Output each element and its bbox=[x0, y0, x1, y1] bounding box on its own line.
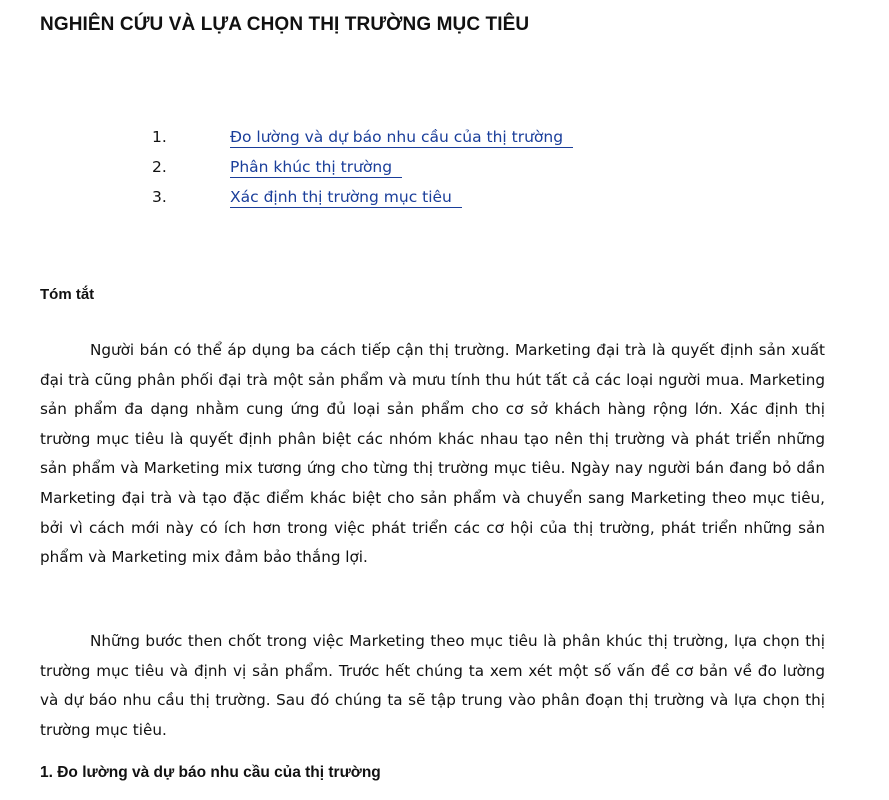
document-title: NGHIÊN CỨU VÀ LỰA CHỌN THỊ TRƯỜNG MỤC TIÊU bbox=[40, 14, 530, 35]
toc-item bbox=[152, 126, 573, 156]
toc-item bbox=[152, 156, 573, 186]
toc-link-market-segmentation[interactable]: Phân khúc thị trường bbox=[230, 156, 402, 178]
toc-link-target-market[interactable]: Xác định thị trường mục tiêu bbox=[230, 186, 462, 208]
toc-item-number: 3. bbox=[152, 188, 167, 206]
summary-paragraph-2: Những bước then chốt trong việc Marketing theo mục tiêu là phân khúc thị trường, lựa chọn thị trường mục tiêu và định vị sản phẩm. Trước hết chúng ta xem xét một số vấn đề cơ bản về đo lường và dự báo nhu cầu thị trường. Sau đó chúng ta sẽ tập trung vào phân đoạn thị trường và lựa chọn thị trường mục tiêu. bbox=[40, 632, 825, 739]
toc-item-number: 2. bbox=[152, 158, 167, 176]
summary-paragraph-1: Người bán có thể áp dụng ba cách tiếp cận thị trường. Marketing đại trà là quyết định sản xuất đại trà cũng phân phối đại trà một sản phẩm và mưu tính thu hút tất cả các loại người mua. Marketing sản phẩm đa dạng nhằm cung ứng đủ loại sản phẩm cho cơ sở khách hàng rộng lớn. Xác định thị trường mục tiêu là quyết định phân biệt các nhóm khác nhau tạo nên thị trường và phát triển những sản phẩm và Marketing mix tương ứng cho từng thị trường mục tiêu. Ngày nay người bán đang bỏ dần Marketing đại trà và tạo đặc điểm khác biệt cho sản phẩm và chuyển sang Marketing theo mục tiêu, bởi vì cách mới này có ích hơn trong việc phát triển các cơ hội của thị trường, phát triển những sản phẩm và Marketing mix đảm bảo thắng lợi. bbox=[40, 341, 825, 567]
table-of-contents bbox=[152, 126, 573, 216]
toc-item-number: 1. bbox=[152, 128, 167, 146]
summary-label: Tóm tắt bbox=[40, 286, 95, 303]
section-heading: 1. Đo lường và dự báo nhu cầu của thị trường bbox=[40, 764, 381, 781]
toc-link-demand-forecast[interactable]: Đo lường và dự báo nhu cầu của thị trường bbox=[230, 126, 573, 148]
toc-item bbox=[152, 186, 573, 216]
